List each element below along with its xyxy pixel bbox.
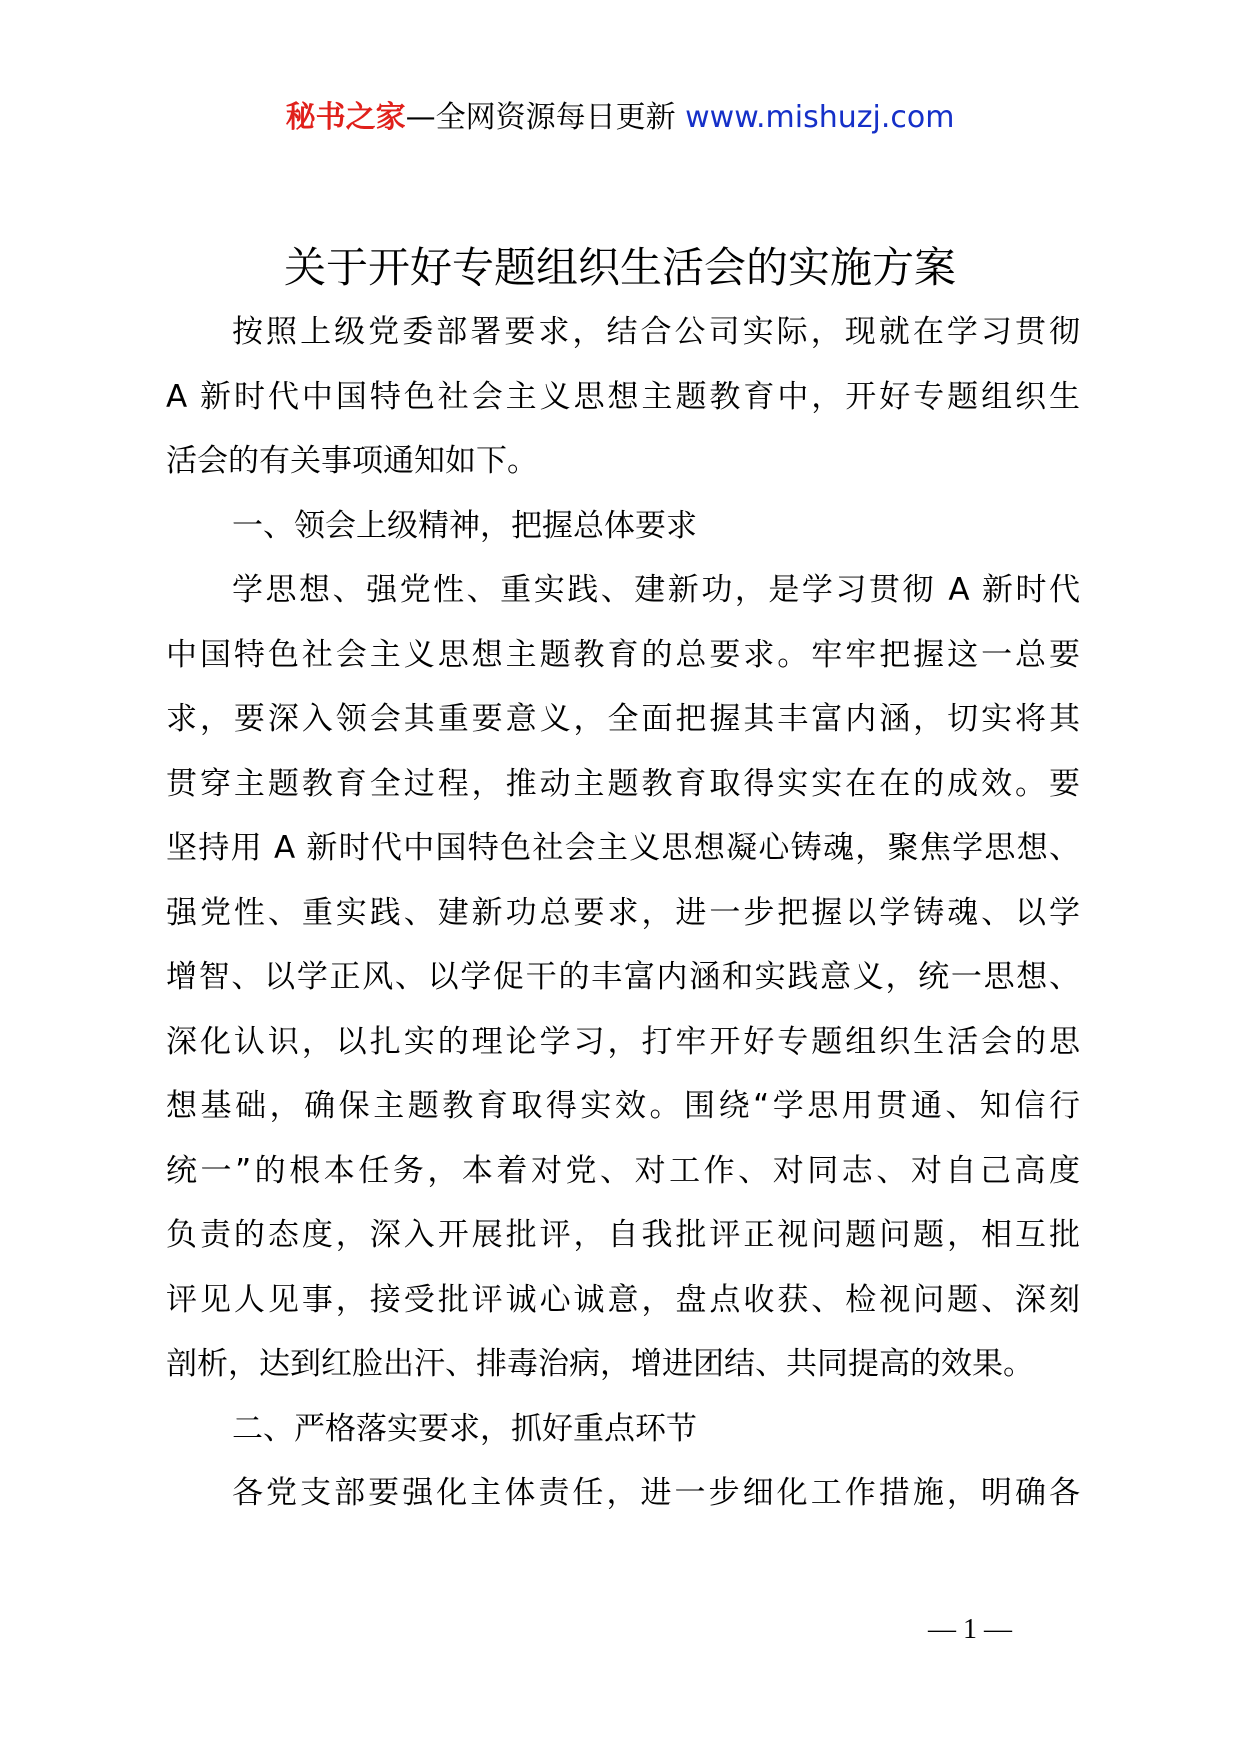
site-tagline: —全网资源每日更新 <box>405 100 686 135</box>
document-title: 关于开好专题组织生活会的实施方案 <box>283 243 956 292</box>
document-body <box>166 300 1080 1526</box>
paragraph-line: 评见人见事，接受批评诚心诚意，盘点收获、检视问题、深刻 <box>166 1281 1080 1318</box>
site-brand: 秘书之家 <box>285 100 406 135</box>
site-url-link[interactable]: www.mishuzj.com <box>685 100 955 135</box>
paragraph-line: A 新时代中国特色社会主义思想主题教育中，开好专题组织生 <box>166 378 1080 415</box>
paragraph-line: 活会的有关事项通知如下。 <box>166 443 538 479</box>
paragraph-line: 强党性、重实践、建新功总要求，进一步把握以学铸魂、以学 <box>166 894 1080 931</box>
section-heading-2: 二、严格落实要求，抓好重点环节 <box>232 1410 697 1447</box>
paragraph-line: 增智、以学正风、以学促干的丰富内涵和实践意义，统一思想、 <box>166 959 1080 995</box>
paragraph-line: 各党支部要强化主体责任，进一步细化工作措施，明确各 <box>232 1475 1080 1511</box>
paragraph-line: 想基础，确保主题教育取得实效。围绕“学思用贯通、知信行 <box>166 1088 1080 1124</box>
paragraph-line: 贯穿主题教育全过程，推动主题教育取得实实在在的成效。要 <box>166 765 1080 802</box>
paragraph-line: 负责的态度，深入开展批评，自我批评正视问题问题，相互批 <box>166 1217 1080 1253</box>
paragraph-line: 中国特色社会主义思想主题教育的总要求。牢牢把握这一总要 <box>166 636 1080 673</box>
section-heading-1: 一、领会上级精神，把握总体要求 <box>232 507 697 544</box>
paragraph-line: 求，要深入领会其重要意义，全面把握其丰富内涵，切实将其 <box>166 701 1080 737</box>
paragraph-line: 按照上级党委部署要求，结合公司实际，现就在学习贯彻 <box>232 314 1080 350</box>
paragraph-line: 深化认识，以扎实的理论学习，打牢开好专题组织生活会的思 <box>166 1023 1080 1060</box>
paragraph-line: 统一”的根本任务，本着对党、对工作、对同志、对自己高度 <box>166 1152 1080 1189</box>
paragraph-line: 剖析，达到红脸出汗、排毒治病，增进团结、共同提高的效果。 <box>166 1346 1034 1382</box>
paragraph-line: 坚持用 A 新时代中国特色社会主义思想凝心铸魂，聚焦学思想、 <box>166 830 1080 866</box>
paragraph-line: 学思想、强党性、重实践、建新功，是学习贯彻 A 新时代 <box>232 572 1080 608</box>
site-header <box>0 98 1240 138</box>
page-number: — 1 — <box>928 1614 1012 1645</box>
